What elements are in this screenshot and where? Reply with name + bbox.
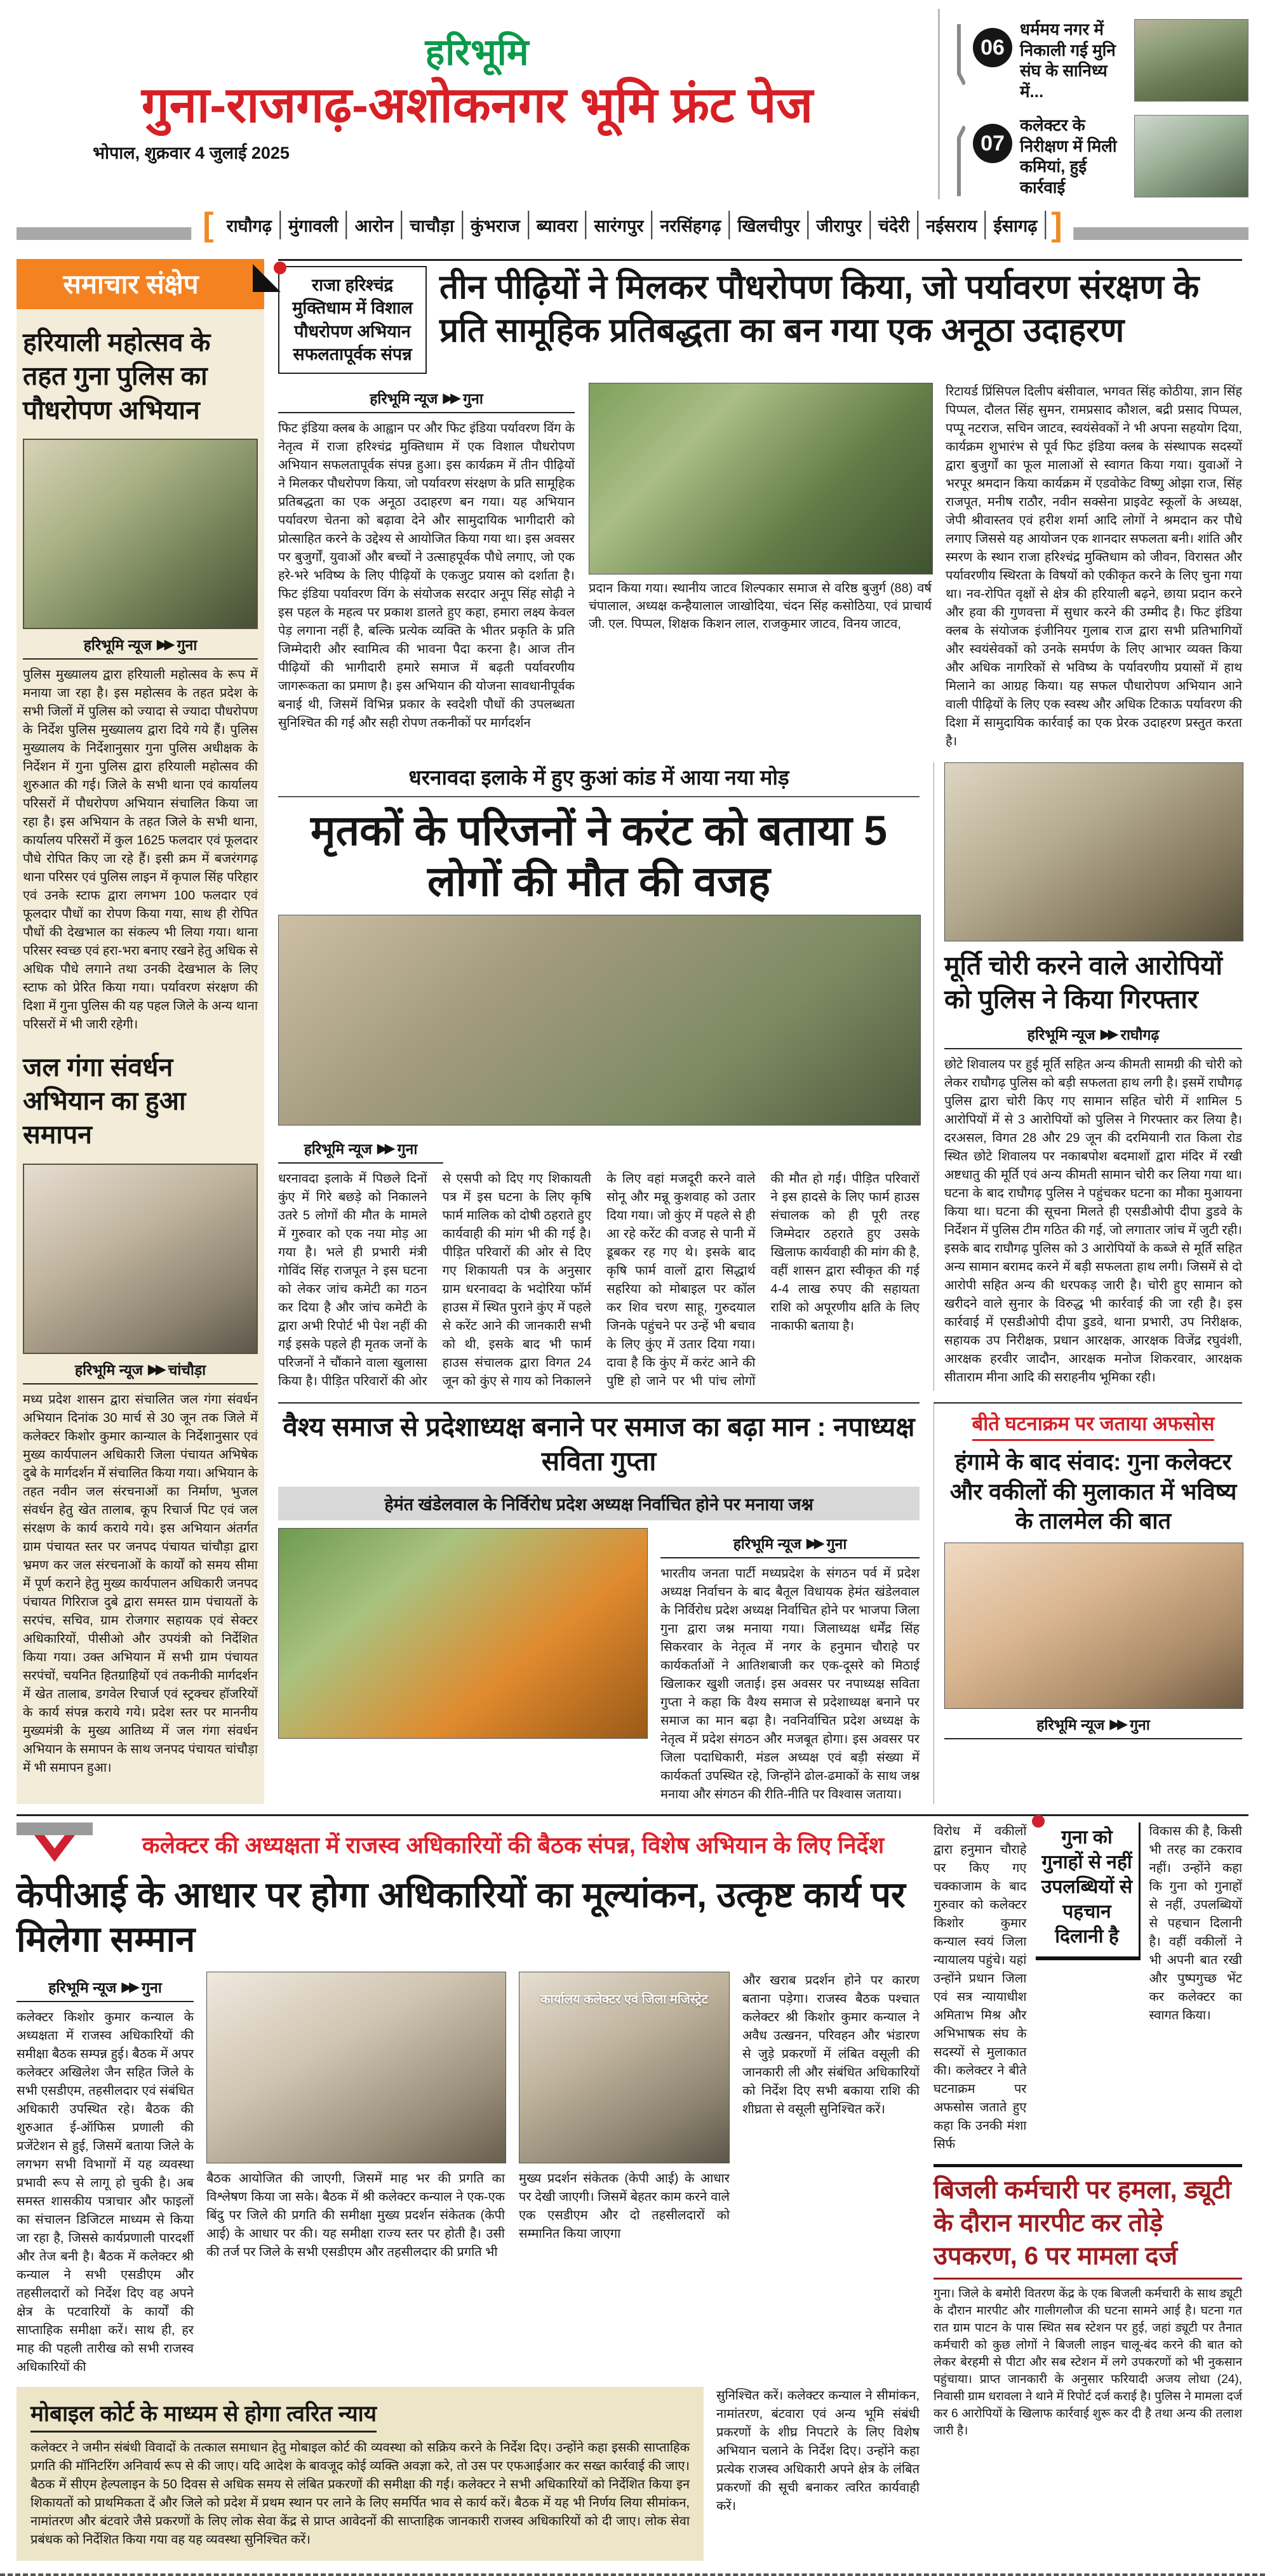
lead-middle-column <box>589 383 932 751</box>
article-body: छोटे शिवालय पर हुई मूर्ति सहित अन्य कीमती सामग्री की चोरी को लेकर राघौगढ़ पुलिस को बड़ी सफलता हाथ लगी है। इसमें राघौगढ़ पुलिस द्वारा चोरी किए गए सामान सहित चोरी में शामिल 5 आरोपियों में से 3 आरोपियों को पुलिस ने गिरफ्तार कर लिया है। दरअसल, विगत 28 और 29 जून की दरमियानी रात किला रोड स्थित छोटे शिवालय पर नकाबपोश बदमाशों द्वारा मंदिर में रखी अष्टधातु की मूर्ति एवं अन्य कीमती सामान चोरी कर लिया गया था। घटना के बाद राघौगढ़ पुलिस ने पहुंचकर घटना का मौका मुआयना किया था। घटना की सूचना मिलते ही एसडीओपी दीपा डुडवे के निर्देशन में पुलिस टीम गठित की गई, जो लगातार जांच में जुटी रही। इसके बाद राघौगढ़ पुलिस को 3 आरोपियों के कब्जे से मूर्ति सहित अन्य सामान बरामद करने में बड़ी सफलता हाथ लगी। जिसमें से दो आरोपी सहित अन्य की धरपकड़ जारी है। चोरी हुए सामान को खरीदने वाले सुनार के विरुद्ध भी कार्रवाई की जा रही है। इस कार्रवाई में एसडीओपी दीपा डुडवे, थाना प्रभारी, उप निरीक्षक, सहायक उप निरीक्षक, प्रधान आरक्षक, आरक्षक विजेंद्र रघुवंशी, आरक्षक हरवीर जादौन, आरक्षक मनोज शिकरवार, आरक्षक सीताराम मीना आदि की सराहनीय भूमिका रही। <box>944 1058 1242 1385</box>
mobile-court-box <box>17 2387 704 2561</box>
lead-kicker-box: राजा हरिश्चंद्र मुक्तिधाम में विशाल पौधरोपण अभियान सफलतापूर्वक संपन्न <box>278 266 427 374</box>
byline <box>944 1709 1242 1739</box>
article-body: और खराब प्रदर्शन होने पर कारण बताना पड़ेगा। राजस्व बैठक पश्चात कलेक्टर श्री किशोर कुमार कन्याल ने अवैध उत्खनन, परिवहन और भंडारण से जुड़े प्रकरणों में लंबित वसूली की जानकारी ली और संबंधित अधिकारियों को निर्देश दिए सभी बकाया राशि की शीघ्रता से वसूली सुनिश्चित करें। <box>742 1973 920 2116</box>
box-headline: मोबाइल कोर्ट के माध्यम से होगा त्वरित न्याय <box>30 2398 377 2433</box>
article-headline: हंगामे के बाद संवाद: गुना कलेक्टर और वकीलों की मुलाकात में भविष्य के तालमेल की बात <box>949 1448 1237 1534</box>
photo-bjp-celebration <box>278 1528 648 1739</box>
article-body: विकास की है, किसी भी तरह का टकराव नहीं। उन्होंने कहा कि गुना को गुनाहों से नहीं, उपलब्धियों से पहचान दिलानी है। वहीं वकीलों ने भी अपनी बात रखी और पुष्पगुच्छ भेंट कर कलेक्टर का स्वागत किया। <box>1149 1824 1242 2022</box>
byline <box>23 1354 258 1384</box>
byline <box>278 1133 443 1164</box>
page-number-badge: 07 <box>973 124 1012 163</box>
nav-city: आरोन <box>347 211 403 239</box>
article-body: रिटायर्ड प्रिंसिपल दिलीप बंसीवाल, भगवत सिंह कोठीया, ज्ञान सिंह पिप्पल, दौलत सिंह सुमन, रामप्रसाद कौशल, बद्री प्रसाद पिप्पल, पप्पू नटराज, सचिन जाटव, स्वयंसेवकों ने भी अपना सहयोग दिया, कार्यक्रम शुभारंभ से पूर्व फिट इंडिया क्लब के संस्थापक सदस्यों द्वारा बुजुर्गों का फूल मालाओं से स्वागत किया गया। युवाओं ने भरपूर श्रमदान किया कार्यक्रम में एडवोकेट विष्णु ओझा राज, सिंह राजपूत, मनीष राठौर, नवीन सक्सेना प्राइवेट स्कूलों के अध्यक्ष, जेपी श्रीवास्तव एवं हरीश शर्मा आदि लोगों ने श्रमदान कर पौधे लगाए जिससे यह आयोजन एक शानदार सफलता बनी। शांति और स्मरण के स्थान राजा हरिश्चंद्र मुक्तिधाम को जीवन, विरासत और पर्यावरणीय स्थिरता के विषयों को एकीकृत करने के लिए चुना गया था। नव-रोपित वृक्षों से क्षेत्र की हरियाली बढ़ने, छाया प्रदान करने और हवा की गुणवत्ता में सुधार करने की उम्मीद है। फिट इंडिया क्लब के संयोजक इंजीनियर गुलाब राज द्वारा सभी प्रतिभागियों और स्वयंसेवकों को उनके समर्पण के लिए आभार व्यक्त किया और अधिक नागरिकों से भविष्य के पर्यावरणीय प्रयासों में हाथ मिलाने का आग्रह किया। यह सफल पौधारोपण अभियान आने वाली पीढ़ियों के लिए एक स्वस्थ और अधिक टिकाऊ पर्यावरण की दिशा में सामुदायिक कार्रवाई का एक प्रेरक उदाहरण प्रस्तुत करता है। <box>946 384 1242 748</box>
brand-logo: हरिभूमि <box>425 32 530 73</box>
byline-place: गुना <box>142 1979 162 1996</box>
nav-city: जीरापुर <box>808 211 870 239</box>
bracket-line-icon <box>956 120 965 199</box>
article-headline: जल गंगा संवर्धन अभियान का हुआ समापन <box>23 1052 186 1150</box>
photo-closing-meeting <box>23 1164 258 1354</box>
byline-place: गुना <box>826 1535 847 1552</box>
page-header <box>17 9 1248 199</box>
teaser-headline: कलेक्टर के निरीक्षण में मिली कमियां, हुई कार्रवाई <box>1020 116 1117 197</box>
nav-city: कुंभराज <box>463 211 529 239</box>
article-body: मध्य प्रदेश शासन द्वारा संचालित जल गंगा संवर्धन अभियान दिनांक 30 मार्च से 30 जून तक जिले में कलेक्टर किशोर कुमार कान्याल के निर्देशानुसार एवं मुख्य कार्यपालन अधिकारी जिला पंचायत अभिषेक दुबे के मार्गदर्शन में संचालित किया गया। अभियान के तहत नवीन जल संरचनाओं का निर्माण, भुजल संवर्धन हेतु खेत तालाब, कूप रिचार्ज पिट एवं जल संरक्षण के कार्य कराये गये। इस अभियान अंतर्गत ग्राम पंचायत स्तर पर जनपद पंचायत चांचौड़ा द्वारा भ्रमण कर जल संरचनाओं के कार्यों को समय सीमा में पूर्ण कराने हेतु मुख्य कार्यपालन अधिकारी जनपद पंचायत गिरिराज दुबे द्वारा समस्त ग्राम पंचायतों के सरपंच, सचिव, ग्राम रोजगार सहायक एवं सेक्टर अधिकारियों, पीसीओ और उपयंत्री को निर्देशित किया गया। उक्त अभियान में सभी ग्राम पंचायत सरपंचों, चयनित हितग्राहियों एवं तकनीकी मार्गदर्शन में खेत तालाब, डगवेल रिचार्ज एवं स्ट्रक्चर हॉजरियों के कार्य संपन्न कराये गये। प्रदेश स्तर पर माननीय मुख्यमंत्री के मुख्य आतिथ्य में जल गंगा संवर्धन अभियान के समापन के साथ जनपद पंचायत चांचौड़ा में भी समापन हुआ। <box>23 1392 258 1775</box>
kpi-body-row <box>17 1972 920 2377</box>
lead-right-column <box>946 383 1242 751</box>
byline-source: हरिभूमि न्यूज <box>370 390 438 407</box>
byline-source: हरिभूमि न्यूज <box>74 1361 143 1378</box>
byline <box>944 1019 1242 1049</box>
article-body: सुनिश्चित करें। कलेक्टर कन्याल ने सीमांकन, नामांतरण, बंटवारा एवं अन्य भूमि संबंधी प्रकरणों के शीघ्र निपटारे के लिए विशेष अभियान चलाने के निर्देश दिए। उन्होंने कहा प्रत्येक राजस्व अधिकारी अपने क्षेत्र के लंबित प्रकरणों की सूची बनाकर त्वरित कार्यवाही करें। <box>716 2388 920 2513</box>
nav-city: नरसिंहगढ़ <box>652 211 730 239</box>
vaishya-body-row <box>278 1528 920 1804</box>
byline-source: हरिभूमि न्यूज <box>304 1140 372 1157</box>
photo-court-meeting <box>944 1543 1243 1709</box>
well-accident-article <box>278 762 920 1391</box>
teaser-photo-procession <box>1134 19 1248 102</box>
article-body: गुना। जिले के बमोरी वितरण केंद्र के एक बिजली कर्मचारी के साथ ड्यूटी के दौरान मारपीट और गालीगलौज की घटना सामने आई है। घटना गत रात ग्राम पाटन के पास स्थित सब स्टेशन पर हुई, जहां ड्यूटी पर तैनात कर्मचारी को कुछ लोगों ने बिजली लाइन चालू-बंद करने की बात को लेकर बेरहमी से पीटा और सब स्टेशन में लगे उपकरणों को भी नुकसान पहुंचाया। प्राप्त जानकारी के अनुसार फरियादी अजय लोधा (24), निवासी ग्राम धरावला ने थाने में रिपोर्ट दर्ज कराई है। पुलिस ने मामला दर्ज कर 6 आरोपियों के खिलाफ कार्रवाई शुरू कर दी है तथा अन्य की तलाश जारी है। <box>934 2287 1242 2438</box>
byline-place: गुना <box>1130 1716 1150 1734</box>
article-body: विरोध में वकीलों द्वारा हनुमान चौराहे पर किए गए चक्काजाम के बाद गुरुवार को कलेक्टर किशोर कुमार कन्याल स्वयं जिला न्यायालय पहुंचे। यहां उन्होंने प्रधान जिला एवं सत्र न्यायाधीश अमिताभ मिश्र और अभिभाषक संघ के सदस्यों से मुलाकात की। कलेक्टर ने बीते घटनाक्रम पर अफसोस जताते हुए कहा कि उनकी मंशा सिर्फ <box>934 1824 1027 2151</box>
article-kicker: बीते घटनाक्रम पर जताया अफसोस <box>972 1410 1215 1441</box>
nav-city: चाचौड़ा <box>402 211 463 239</box>
box-body: कलेक्टर ने जमीन संबंधी विवादों के तत्काल समाधान हेतु मोबाइल कोर्ट की व्यवस्था को सक्रिय करने के निर्देश दिए। उन्होंने कहा इसकी साप्ताहिक प्रगति की मॉनिटरिंग अनिवार्य रूप से की जाए। यदि आदेश के बावजूद कोई व्यक्ति अवज्ञा करे, तो उस पर एफआईआर कर सख्त कार्रवाई की जाए। बैठक में सीएम हेल्पलाइन के 50 दिवस से अधिक समय से लंबित प्रकरणों की समीक्षा की गई। कलेक्टर ने सभी अधिकारियों को निर्देशित किया इन शिकायतों को प्राथमिकता दें और जिले को प्रदेश में प्रथम स्थान पर लाने के लिए समर्पित भाव से कार्य करें। बैठक में यह भी निर्णय लिया सीमांकन, नामांतरण और बंटवारे जैसे प्रकरणों के लिए लोक सेवा केंद्र से प्राप्त आवेदनों की साप्ताहिक जानकारी राजस्व अधिकारियों को दी जाए। लोक सेवा प्रबंधक को निर्देशित किया गया वह यह व्यवस्था सुनिश्चित करें। <box>30 2440 690 2547</box>
haribhumi-v-logo-icon <box>17 1822 93 1866</box>
nav-city: राघौगढ़ <box>219 211 281 239</box>
news-briefs-sidebar <box>17 259 264 1804</box>
kpi-left-column <box>17 1972 194 2377</box>
fast-forward-icon <box>377 1140 392 1157</box>
fast-forward-icon <box>807 1535 822 1551</box>
article-headline: वैश्य समाज से प्रदेशाध्यक्ष बनाने पर समाज का बढ़ा मान : नपाध्यक्ष सविता गुप्ता <box>283 1411 915 1477</box>
teaser-item <box>956 115 1248 199</box>
electricity-worker-attack-article <box>934 2164 1242 2440</box>
masthead <box>17 9 938 199</box>
vaishya-text-column <box>660 1528 920 1804</box>
office-wall-text: कार्यालय कलेक्टर एवं जिला मजिस्ट्रेट <box>540 1992 708 2007</box>
vaishya-samaj-article <box>278 1402 920 1804</box>
byline-place: गुना <box>177 636 197 653</box>
byline-source: हरिभूमि न्यूज <box>1027 1026 1095 1044</box>
open-bracket-icon: [ <box>203 206 214 243</box>
brief-article-plantation <box>23 326 258 1034</box>
kpi-review-section <box>17 1822 920 2561</box>
article-strap: हेमंत खंडेलवाल के निर्विरोध प्रदेश अध्यक्ष निर्वाचित होने पर मनाया जश्न <box>278 1487 920 1520</box>
lead-headline-row <box>278 266 1242 374</box>
brief-article-jal-ganga <box>23 1051 258 1777</box>
photo-police-plantation <box>23 439 258 629</box>
photo-police-arrest <box>944 762 1243 941</box>
city-nav-strip <box>191 206 1073 244</box>
fast-forward-icon <box>1109 1716 1125 1732</box>
nav-city: खिलचीपुर <box>730 211 808 239</box>
teaser-headline: धर्ममय नगर में निकाली गई मुनि संघ के सानिध्य में... <box>1020 20 1116 101</box>
kpi-tail-column <box>716 2387 920 2561</box>
main-grid <box>17 259 1248 1804</box>
kpi-bottom-row <box>17 2387 920 2561</box>
byline-source: हरिभूमि न्यूज <box>733 1535 801 1552</box>
fast-forward-icon <box>157 636 172 653</box>
article-headline: बिजली कर्मचारी पर हमला, ड्यूटी के दौरान मारपीट कर तोड़े उपकरण, 6 पर मामला दर्ज <box>934 2174 1242 2280</box>
photo-caption: प्रदान किया गया। स्थानीय जाटव शिल्पकार समाज से वरिष्ठ बुजुर्ग (88) वर्ष चंपालाल, अध्यक्ष कन्हैयालाल जाखोदिया, चंदन सिंह कसोठिया, एवं प्राचार्य जी. एल. पिप्पल, शिक्षक किशन लाल, राजकुमार जाटव, विनय जाटव, <box>589 581 932 631</box>
byline-place: चांचौड़ा <box>168 1361 206 1378</box>
byline-place: गुना <box>463 390 483 407</box>
teaser-item <box>956 19 1248 103</box>
article-body: कलेक्टर किशोर कुमार कन्याल के अध्यक्षता में राजस्व अधिकारियों की समीक्षा बैठक सम्पन्न हुई। बैठक में अपर कलेक्टर अखिलेश जैन सहित जिले के सभी एसडीएम, तहसीलदार एवं संबंधित अधिकारी उपस्थित रहे। बैठक की शुरुआत ई-ऑफिस प्रणाली की प्रजेंटेशन से हुई, जिसमें बताया जिले के लगभग सभी विभागों में यह व्यवस्था प्रभावी रूप से लागू हो चुकी है। अब समस्त शासकीय पत्राचार और फाइलों का संचालन डिजिटल माध्यम से किया जा रहा है, जिससे कार्यप्रणाली पारदर्शी और तेज बनी है। बैठक में कलेक्टर श्री कन्याल ने सभी एसडीएम और तहसीलदारों को निर्देश दिए वह अपने क्षेत्र के पटवारियों के कार्यों की साप्ताहिक समीक्षा करें। साथ ही, हर माह की पहली तारीख को सभी राजस्व अधिकारियों की <box>17 2010 194 2374</box>
byline <box>660 1528 920 1558</box>
article-headline: हरियाली महोत्सव के तहत गुना पुलिस का पौधरोपण अभियान <box>23 328 211 425</box>
article-headline: मूर्ति चोरी करने वाले आरोपियों को पुलिस ने किया गिरफ्तार <box>944 950 1222 1014</box>
right-bottom-column <box>934 1822 1242 2561</box>
photo-villagers-documents <box>278 915 921 1125</box>
fast-forward-icon <box>121 1979 137 1995</box>
briefs-section-banner: समाचार संक्षेप <box>17 259 264 309</box>
collector-quote-row <box>934 1822 1242 2154</box>
lead-body-row <box>278 383 1242 751</box>
edition-nav-row <box>17 206 1248 255</box>
photo-tree-plantation <box>589 383 933 574</box>
bottom-grid <box>17 1814 1248 2561</box>
article-kicker: कलेक्टर की अध्यक्षता में राजस्व अधिकारियों की बैठक संपन्न, विशेष अभियान के लिए निर्देश <box>142 1831 885 1858</box>
kpi-right-column <box>742 1972 920 2377</box>
kpi-photo-column-b <box>519 1972 730 2377</box>
byline-place: राघौगढ़ <box>1120 1026 1160 1044</box>
byline-source: हरिभूमि न्यूज <box>48 1979 117 1996</box>
nav-city: नईसराय <box>918 211 986 239</box>
page-number-badge: 06 <box>973 28 1012 67</box>
fast-forward-icon <box>443 390 458 406</box>
lead-left-column <box>278 383 575 751</box>
pull-quote-box: गुना को गुनाहों से नहीं उपलब्धियों से पहचान दिलानी है <box>1036 1822 1141 1960</box>
article-kicker: धरनावदा इलाके में हुए कुआं कांड में आया नया मोड़ <box>278 762 920 797</box>
teaser-photo-inspection <box>1134 115 1248 197</box>
nav-city: ईसागढ़ <box>986 211 1047 239</box>
photo-review-meeting-hall <box>206 1972 506 2163</box>
article-body: मुख्य प्रदर्शन संकेतक (केपी आई) के आधार पर देखी जाएगी। जिसमें बेहतर काम करने वाले एक एसडीएम और दो तहसीलदारों को सम्मानित किया जाएगा <box>519 2171 730 2241</box>
byline <box>278 383 575 413</box>
article-body: बैठक आयोजित की जाएगी, जिसमें माह भर की प्रगति का विश्लेषण किया जा सके। बैठक में श्री कलेक्टर कन्याल ने एक-एक बिंदु पर जिले की प्रगति की समीक्षा मुख्य प्रदर्शन संकेतक (केपी आई) के आधार पर की। यह समीक्षा राज्य स्तर पर होती है। उसी की तर्ज पर जिले के सभी एसडीएम और तहसीलदार की प्रगति भी <box>206 2171 505 2259</box>
lead-headline: तीन पीढ़ियों ने मिलकर पौधरोपण किया, जो पर्यावरण संरक्षण के प्रति सामूहिक प्रतिबद्धता का बन गया एक अनूठा उदाहरण <box>439 269 1200 349</box>
byline-source: हरिभूमि न्यूज <box>1036 1716 1105 1734</box>
bracket-line-icon <box>956 24 965 103</box>
nav-city: ब्यावरा <box>529 211 587 239</box>
nav-city: चंदेरी <box>871 211 919 239</box>
byline <box>17 1972 194 2002</box>
article-headline: केपीआई के आधार पर होगा अधिकारियों का मूल्यांकन, उत्कृष्ट कार्य पर मिलेगा सम्मान <box>17 1874 906 1959</box>
lead-article <box>278 259 1242 751</box>
edition-title: गुना-राजगढ़-अशोकनगर भूमि फ्रंट पेज <box>141 77 813 133</box>
collector-lawyers-article <box>934 1402 1242 1804</box>
kpi-photo-column-a <box>206 1972 506 2377</box>
article-body: फिट इंडिया क्लब के आह्वान पर और फिट इंडिया पर्यावरण विंग के नेतृत्व में राजा हरिश्चंद्र मुक्तिधाम में एक विशाल पौधरोपण अभियान सफलतापूर्वक संपन्न हुआ। इस कार्यक्रम में तीन पीढ़ियों ने मिलकर पौधरोपण किया, जो पर्यावरण संरक्षण के प्रति सामूहिक प्रतिबद्धता का एक अनूठा उदाहरण बन गया। यह अभियान पर्यावरण चेतना को बढ़ावा देने और सामुदायिक भागीदारी को प्रोत्साहित करने के उद्देश्य से आयोजित किया गया था। इस अवसर पर बुजुर्गों, युवाओं और बच्चों ने उत्साहपूर्वक पौधे लगाए, जो एक हरे-भरे भविष्य के लिए पीढ़ियों के एकजुट प्रयास को दर्शाता है। फिट इंडिया पर्यावरण विंग के संयोजक सरदार अनूप सिंह सोढ़ी ने इस पहल के महत्व पर प्रकाश डालते हुए कहा, हमारा लक्ष्य केवल पेड़ लगाना नहीं है, बल्कि प्रत्येक व्यक्ति के भीतर प्रकृति के प्रति जिम्मेदारी और स्वामित्व की भावना पैदा करना है। आज तीन पीढ़ियों की भागीदारी हमारे समाज में बढ़ती पर्यावरणीय जागरूकता का प्रमाण है। इस अभियान की योजना सावधानीपूर्वक बनाई थी, जिसमें विभिन्न प्रकार के स्वदेशी पौधों की उपलब्धता सुनिश्चित की गई और सही रोपण तकनीकों पर मार्गदर्शन <box>278 421 575 730</box>
byline-place: गुना <box>397 1140 418 1157</box>
byline-source: हरिभूमि न्यूज <box>83 636 152 653</box>
byline <box>23 629 258 660</box>
article-body: भारतीय जनता पार्टी मध्यप्रदेश के संगठन पर्व में प्रदेश अध्यक्ष निर्वाचन के बाद बैतूल विधायक हेमंत खंडेलवाल के निर्विरोध प्रदेश अध्यक्ष निर्वाचित होने पर भाजपा जिला गुना द्वारा जश्न मनाया गया। जिलाध्यक्ष धर्मेंद्र सिंह सिकरवार के नेतृत्व में नगर के हनुमान चौराहे पर कार्यकर्ताओं ने आतिशबाजी कर एक-दूसरे को मिठाई खिलाकर खुशी जताई। इस अवसर पर नपाध्यक्ष सविता गुप्ता ने कहा कि वैश्य समाज से प्रदेशाध्यक्ष बनाने पर समाज का मान बढ़ा है। नवनिर्वाचित प्रदेश अध्यक्ष के नेतृत्व में प्रदेश संगठन और मजबूत होगा। इस अवसर पर जिला पदाधिकारी, मंडल अध्यक्ष एवं बड़ी संख्या में कार्यकर्ता उपस्थित रहे, जिन्होंने ढोल-ढमाकों के साथ जश्न मनाया और संगठन की रीति-नीति पर विश्वास जताया। <box>660 1566 920 1802</box>
close-bracket-icon: ] <box>1051 206 1062 243</box>
dateline: भोपाल, शुक्रवार 4 जुलाई 2025 <box>93 143 290 163</box>
article-headline: मृतकों के परिजनों ने करंट को बताया 5 लोगों की मौत की वजह <box>310 806 888 905</box>
photo-collector-office <box>519 1972 730 2163</box>
nav-city: मुंगावली <box>281 211 347 239</box>
idol-theft-article <box>934 762 1242 1391</box>
kpi-kicker-row <box>17 1822 920 1866</box>
article-body: धरनावदा इलाके में पिछले दिनों कुंए में गिरे बछड़े को निकालने उतरे 5 लोगों की मौत के मामले में गुरुवार को एक नया मोड़ आ गया है। भले ही प्रभारी मंत्री गोविंद सिंह राजपूत ने इस घटना को लेकर जांच कमेटी का गठन कर दिया है और जांच कमेटी के द्वारा अभी रिपोर्ट भी पेश नहीं की गई इसके पहले ही मृतक जनों के परिजनों ने चौंकाने वाला खुलासा किया है। पीड़ित परिवारों की ओर से एसपी को दिए गए शिकायती पत्र में इस घटना के लिए कृषि फार्म मालिक को दोषी ठहराते हुए कार्यवाही की मांग भी की गई है। पीड़ित परिवारों की ओर से दिए गए शिकायती पत्र के अनुसार ग्राम धरनावदा के भदोरिया फॉर्म हाउस में स्थित पुराने कुंए में पहले से करेंट आने की जानकारी सभी को थी, इसके बाद भी फार्म हाउस संचालक द्वारा विगत 24 जून को कुंए से गाय को निकालने के लिए वहां मजदूरी करने वाले सोनू और मन्नू कुशवाह को उतार दिया गया। जो कुंए में पहले से ही आ रहे करेंट की वजह से पानी में डूबकर रह गए थे। इसके बाद कृषि फार्म वालों द्वारा सिद्धार्थ सहरिया को मोबाइल पर कॉल कर शिव चरण साहू, गुरुदयाल जिनके पहुंचने पर उन्हें भी बचाव के लिए कुंए में उतार दिया गया। दावा है कि कुंए में करंट आने की पुष्टि हो जाने पर भी पांच लोगों की मौत हो गई। पीड़ित परिवारों ने इस हादसे के लिए फार्म हाउस संचालक को ही पूरी तरह जिम्मेदार ठहराते हुए उसके खिलाफ कार्यवाही की मांग की है, वहीं शासन द्वारा स्वीकृत की गई 4-4 लाख रुपए की सहायता राशि को अपूरणीय क्षति के लिए नाकाफी बताया है। <box>278 1171 920 1388</box>
fast-forward-icon <box>1101 1026 1116 1042</box>
teaser-column <box>938 9 1248 199</box>
nav-city: सारंगपुर <box>587 211 653 239</box>
article-body: पुलिस मुख्यालय द्वारा हरियाली महोत्सव के रूप में मनाया जा रहा है। इस महोत्सव के तहत प्रदेश के सभी जिलों में पुलिस को ज्यादा से ज्यादा पौधरोपण के निर्देश पुलिस मुख्यालय द्वारा दिये गये हैं। पुलिस मुख्यालय के निर्देशानुसार गुना पुलिस अधीक्षक के निर्देशन में गुना पुलिस द्वारा हरियाली महोत्सव की शुरुआत की गई। जिले के सभी थाना एवं कार्यालय परिसरों में पौधरोपण अभियान संचालित किया जा रहा है। इस अभियान के तहत जिले के सभी थाना, कार्यालय परिसरों में कुल 1625 फलदार एवं फूलदार पौधे रोपित किए जा रहे हैं। इसी क्रम में बजरंगगढ़ थाना परिसर एवं पुलिस लाइन में कृपाल सिंह परिहार एवं उनके स्टाफ द्वारा लगभग 100 फलदार एवं फूलदार पौधों का रोपण किया गया, साथ ही रोपित पौधों की देखभाल का संकल्प भी लिया गया। थाना परिसर स्वच्छ एवं हरा-भरा बनाए रखने हेतु अधिक से अधिक पौधे लगाने तथा उनकी देखभाल के लिए स्टाफ को प्रेरित किया गया। पर्यावरण संरक्षण की दिशा में गुना पुलिस की यह पहल जिले के अन्य थाना परिसरों में भी जारी रहेगी। <box>23 667 258 1032</box>
fast-forward-icon <box>148 1361 163 1378</box>
